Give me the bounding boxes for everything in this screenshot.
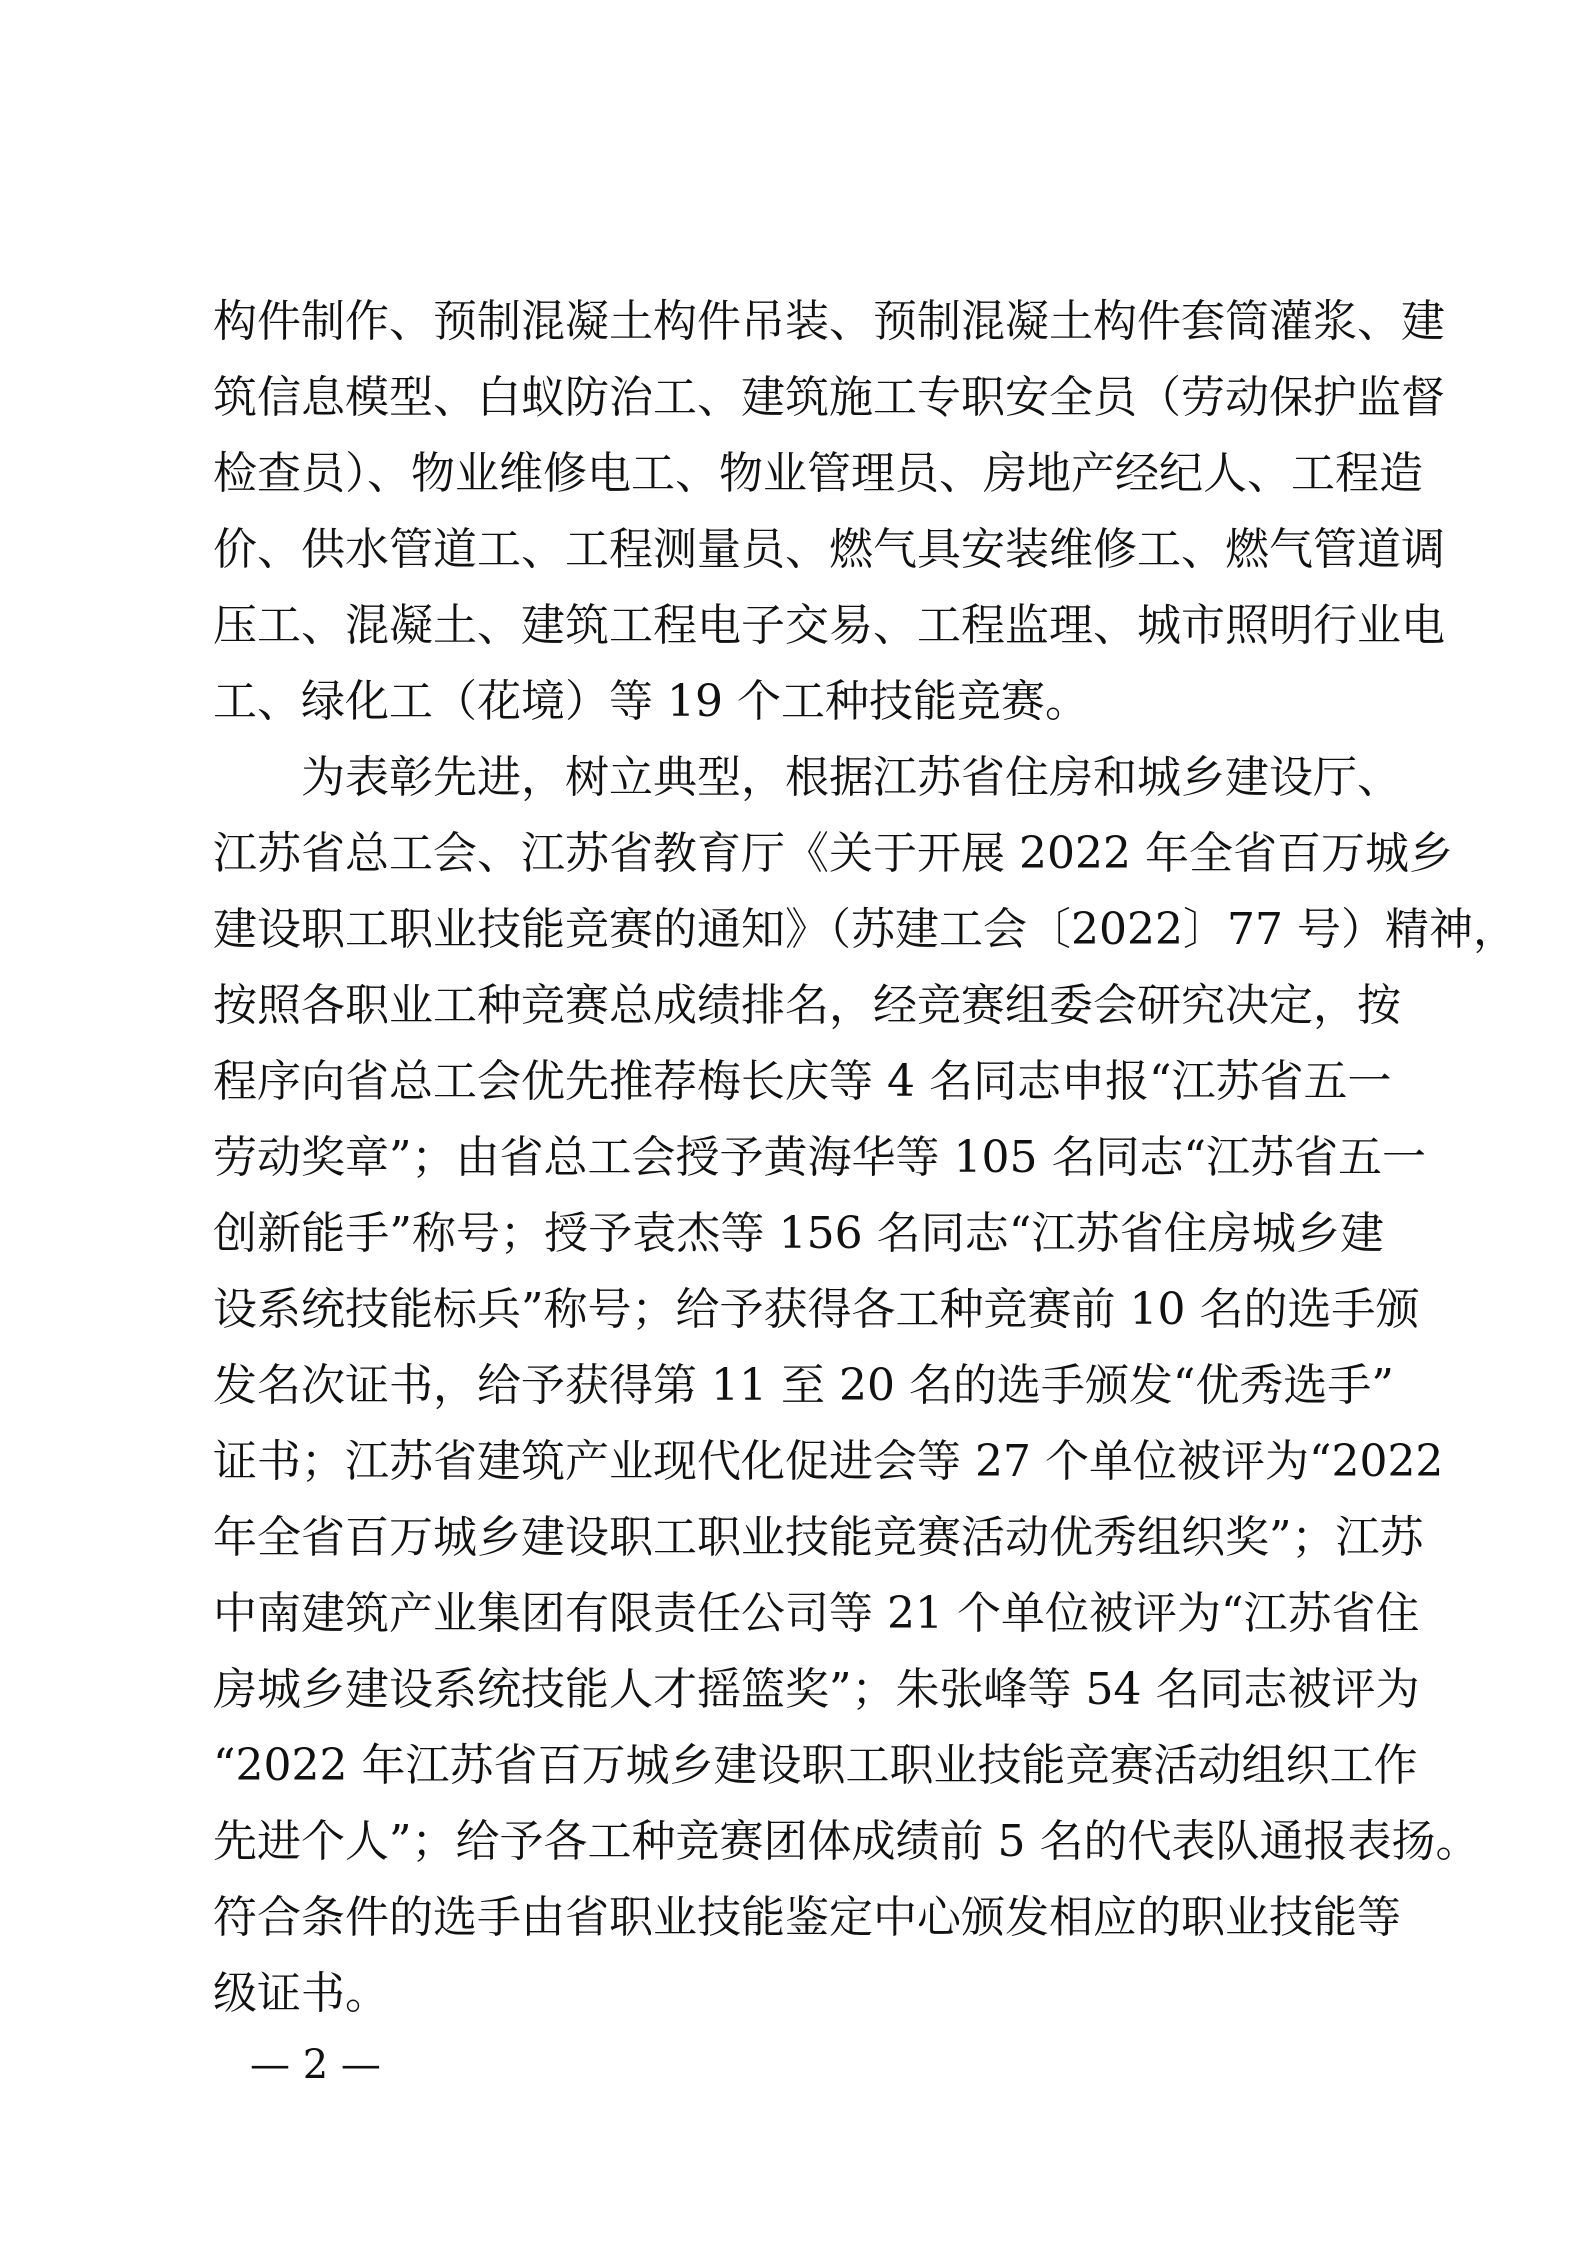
body-line: “2022 年江苏省百万城乡建设职工职业技能竞赛活动组织工作 bbox=[213, 1740, 1418, 1791]
body-line: 符合条件的选手由省职业技能鉴定中心颁发相应的职业技能等 bbox=[213, 1892, 1401, 1943]
body-line: 级证书。 bbox=[213, 1968, 389, 2019]
body-line: 年全省百万城乡建设职工职业技能竞赛活动优秀组织奖”；江苏 bbox=[213, 1512, 1424, 1563]
page-number: — 2 — bbox=[250, 2042, 381, 2088]
body-line: 筑信息模型、白蚁防治工、建筑施工专职安全员（劳动保护监督 bbox=[213, 372, 1445, 423]
body-line: 劳动奖章”；由省总工会授予黄海华等 105 名同志“江苏省五一 bbox=[213, 1132, 1426, 1183]
body-line: 先进个人”；给予各工种竞赛团体成绩前 5 名的代表队通报表扬。 bbox=[213, 1816, 1480, 1867]
body-line: 江苏省总工会、江苏省教育厅《关于开展 2022 年全省百万城乡 bbox=[213, 828, 1453, 879]
body-line: 价、供水管道工、工程测量员、燃气具安装维修工、燃气管道调 bbox=[213, 524, 1445, 575]
body-line: 创新能手”称号；授予袁杰等 156 名同志“江苏省住房城乡建 bbox=[213, 1208, 1384, 1259]
body-line: 检查员）、物业维修电工、物业管理员、房地产经纪人、工程造 bbox=[213, 448, 1423, 499]
paragraph-first-line: 为表彰先进，树立典型，根据江苏省住房和城乡建设厅、 bbox=[301, 752, 1401, 803]
body-line: 发名次证书，给予获得第 11 至 20 名的选手颁发“优秀选手” bbox=[213, 1360, 1394, 1411]
body-line: 程序向省总工会优先推荐梅长庆等 4 名同志申报“江苏省五一 bbox=[213, 1056, 1392, 1107]
body-line: 房城乡建设系统技能人才摇篮奖”；朱张峰等 54 名同志被评为 bbox=[213, 1664, 1420, 1715]
body-line: 按照各职业工种竞赛总成绩排名，经竞赛组委会研究决定，按 bbox=[213, 980, 1401, 1031]
body-line: 中南建筑产业集团有限责任公司等 21 个单位被评为“江苏省住 bbox=[213, 1588, 1420, 1639]
body-line: 证书；江苏省建筑产业现代化促进会等 27 个单位被评为“2022 bbox=[213, 1436, 1444, 1487]
body-line: 建设职工职业技能竞赛的通知》（苏建工会〔2022〕77 号）精神， bbox=[213, 904, 1517, 955]
body-line: 构件制作、预制混凝土构件吊装、预制混凝土构件套筒灌浆、建 bbox=[213, 296, 1445, 347]
body-line: 工、绿化工（花境）等 19 个工种技能竞赛。 bbox=[213, 676, 1089, 727]
body-line: 设系统技能标兵”称号；给予获得各工种竞赛前 10 名的选手颁 bbox=[213, 1284, 1420, 1335]
body-line: 压工、混凝土、建筑工程电子交易、工程监理、城市照明行业电 bbox=[213, 600, 1445, 651]
